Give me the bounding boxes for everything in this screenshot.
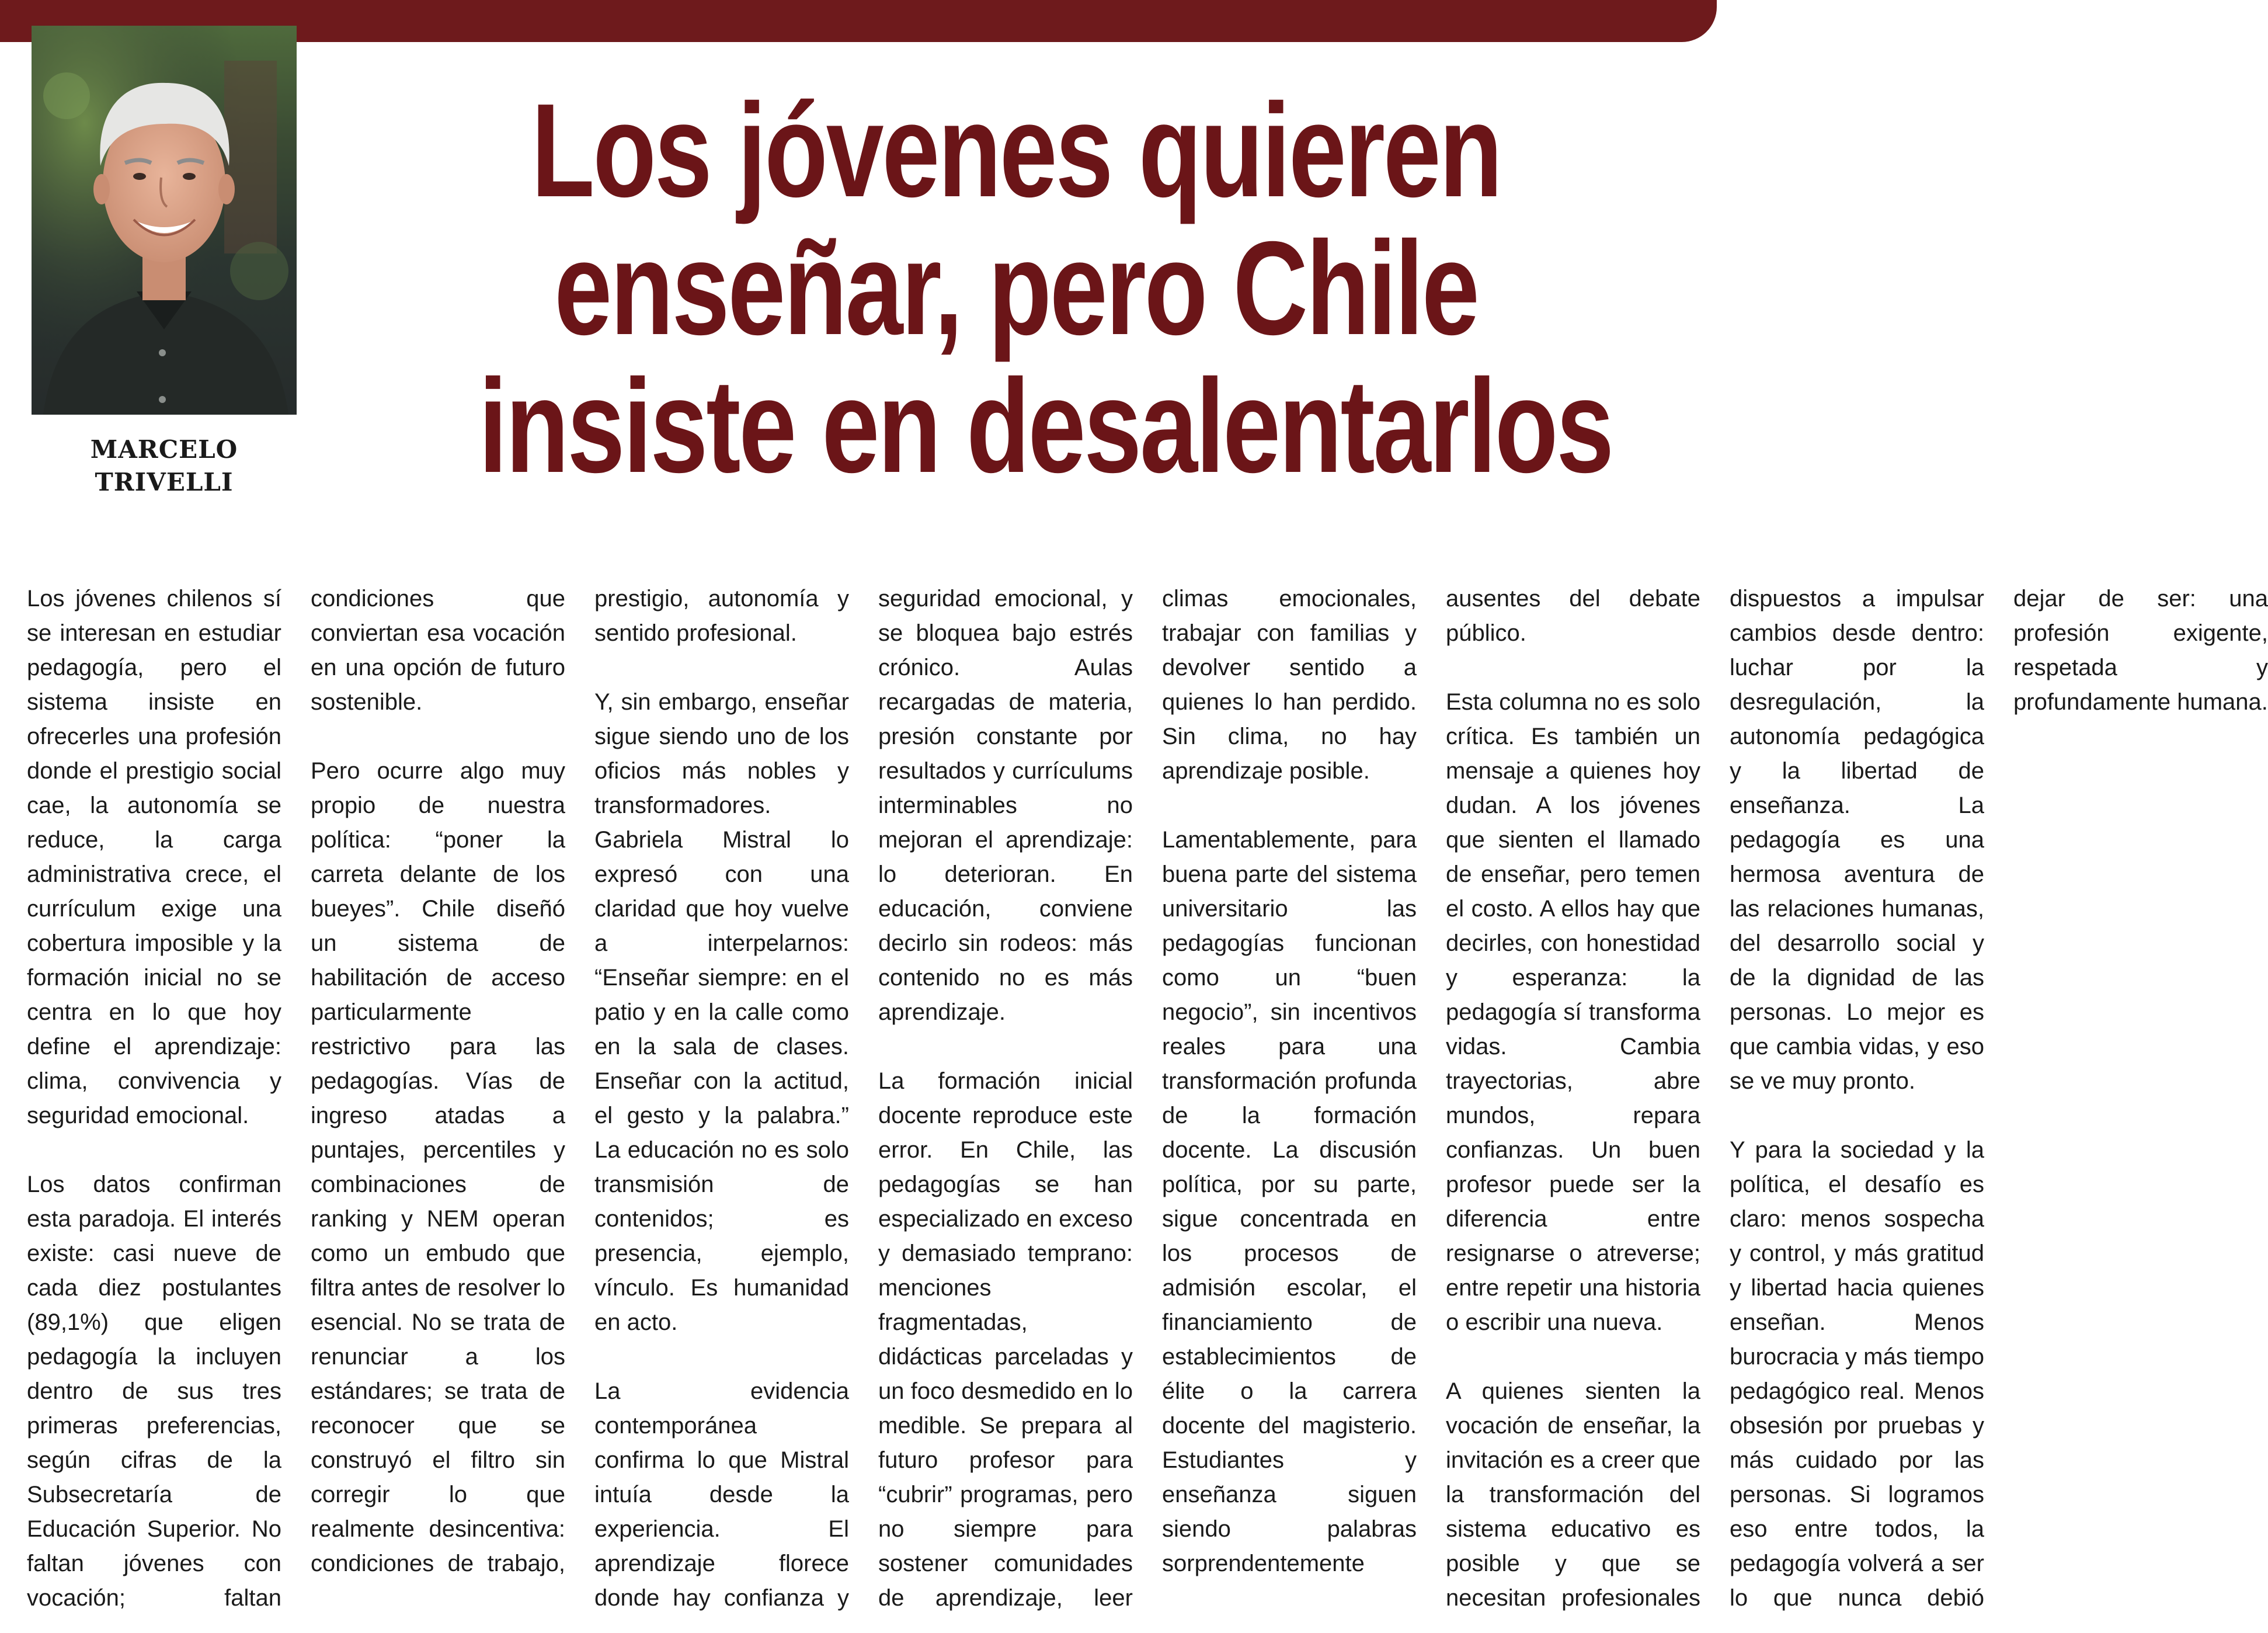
- paragraph-9: A quienes sienten la vocación de enseñar, la invitación es a creer que la transformación del sistema educativo es posible y que se necesitan profesionales dispuestos a impulsar cambios desde dentro: luchar por la desregulación, la autonomía pedagógica y la libertad de enseñanza. La pedagogía es una hermosa aventura de las relaciones humanas, del desarrollo social y de la dignidad de las personas. Lo mejor es que cambia vidas, y eso se ve muy pronto.: [1446, 586, 1984, 1611]
- article-body: [27, 582, 2268, 1621]
- paragraph-2: Los datos confirman esta paradoja. El interés existe: casi nueve de cada diez postulantes (89,1%) que eligen pedagogía la incluyen dentro de sus tres primeras preferencias, según cifras de la Subsecretaría de Educación Superior. No faltan jóvenes con vocación; faltan condiciones que conviertan esa vocación en una opción de futuro sostenible.: [27, 586, 565, 1611]
- author-last-name: TRIVELLI: [95, 468, 234, 496]
- paragraph-1: Los jóvenes chilenos sí se interesan en estudiar pedagogía, pero el sistema insiste en ofrecerles una profesión donde el prestigio social cae, la autonomía se reduce, la carga administrativa crece, el currículum exige una cobertura imposible y la formación inicial no se centra en lo que hoy define el aprendizaje: clima, convivencia y seguridad emocional.: [27, 586, 281, 1128]
- author-first-name: MARCELO: [90, 435, 238, 464]
- paragraph-6: La formación inicial docente reproduce este error. En Chile, las pedagogías se han especializado en exceso y demasiado temprano: menciones fragmentadas, didácticas parceladas y un foco desmedido en lo medible. Se prepara al futuro profesor para “cubrir” programas, pero no siempre para sostener comunidades de aprendizaje, leer climas emocionales, trabajar con familias y devolver sentido a quienes lo han perdido. Sin clima, no hay aprendizaje posible.: [878, 586, 1417, 1611]
- headline: [478, 77, 1613, 501]
- headline-line-1: Los jóvenes quieren: [531, 77, 1501, 225]
- paragraph-10: Y para la sociedad y la política, el desafío es claro: menos sospecha y control, y más gratitud y libertad hacia quienes enseñan. Menos burocracia y más tiempo pedagógico real. Menos obsesión por pruebas y más cuidado por las personas. Si logramos eso entre todos, la pedagogía volverá a ser lo que nunca debió dejar de ser: una profesión exigente, respetada y profundamente humana.: [1730, 586, 2268, 1611]
- paragraph-7: Lamentablemente, para buena parte del sistema universitario las pedagogías funcionan como un “buen negocio”, sin incentivos reales para una transformación profunda de la formación docente. La discusión política, por su parte, sigue concentrada en los procesos de admisión escolar, el financiamiento de establecimientos de élite o la carrera docente del magisterio. Estudiantes y enseñanza siguen siendo palabras sorprendentemente ausentes del debate público.: [1162, 586, 1700, 1576]
- headline-line-2: enseñar, pero Chile: [554, 214, 1478, 363]
- paragraph-5: La evidencia contemporánea confirma lo que Mistral intuía desde la experiencia. El aprendizaje florece donde hay confianza y seguridad emocional, y se bloquea bajo estrés crónico. Aulas recargadas de materia, presión constante por resultados y currículums interminables no mejoran el aprendizaje: lo deterioran. En educación, conviene decirlo sin rodeos: más contenido no es más aprendizaje.: [594, 586, 1133, 1611]
- paragraph-8: Esta columna no es solo crítica. Es también un mensaje a quienes hoy dudan. A los jóvenes que sienten el llamado de enseñar, pero temen el costo. A ellos hay que decirles, con honestidad y esperanza: la pedagogía sí transforma vidas. Cambia trayectorias, abre mundos, repara confianzas. Un buen profesor puede ser la diferencia entre resignarse o atreverse; entre repetir una historia o escribir una nueva.: [1446, 689, 1700, 1335]
- author-photo: [32, 26, 297, 415]
- headline-line-3: insiste en desalentarlos: [478, 352, 1613, 501]
- paragraph-3: Pero ocurre algo muy propio de nuestra política: “poner la carreta delante de los bueyes”. Chile diseñó un sistema de habilitación de acceso particularmente restrictivo para las pedagogías. Vías de ingreso atadas a puntajes, percentiles y combinaciones de ranking y NEM operan como un embudo que filtra antes de resolver lo esencial. No se trata de renunciar a los estándares; se trata de reconocer que se construyó el filtro sin corregir lo que realmente desincentiva: condiciones de trabajo, prestigio, autonomía y sentido profesional.: [311, 586, 849, 1576]
- author-byline: [32, 433, 297, 499]
- paragraph-4: Y, sin embargo, enseñar sigue siendo uno de los oficios más nobles y transformadores. Gabriela Mistral lo expresó con una claridad que hoy vuelve a interpelarnos: “Enseñar siempre: en el patio y en la calle como en la sala de clases. Enseñar con la actitud, el gesto y la palabra.” La educación no es solo transmisión de contenidos; es presencia, ejemplo, vínculo. Es humanidad en acto.: [594, 689, 849, 1335]
